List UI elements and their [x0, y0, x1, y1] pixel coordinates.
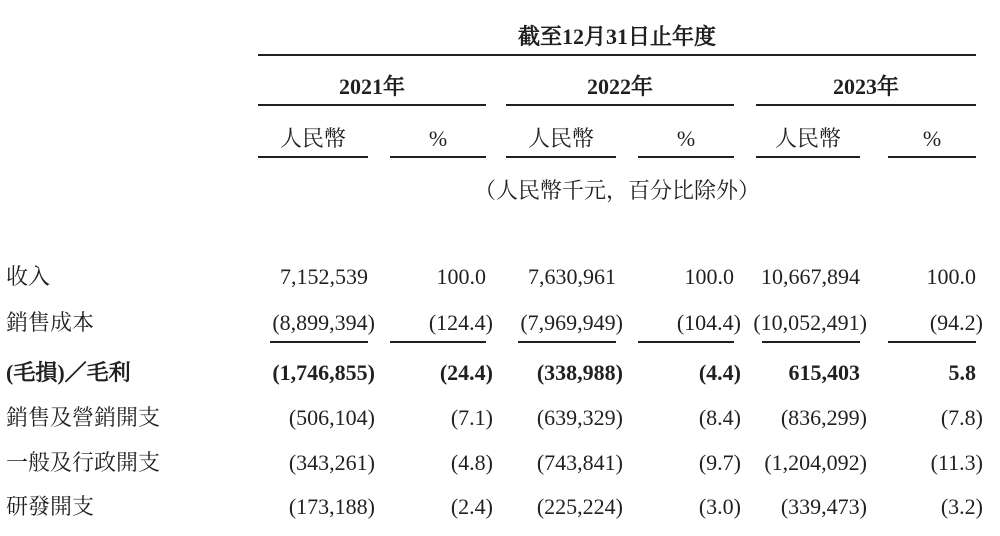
year-2022: 2022年: [586, 74, 653, 99]
cell-gross-2022-pct: (4.4): [698, 360, 741, 385]
currency-label-2022: 人民幣: [527, 126, 594, 151]
cell-revenue-2023-pct: 100.0: [926, 264, 976, 289]
row-label-selling-expenses: 銷售及營銷開支: [6, 405, 161, 430]
subtotal-rule-2021-amount: [270, 341, 368, 343]
row-label-gross-profit: (毛損)／毛利: [6, 360, 131, 385]
year-2021: 2021年: [338, 74, 405, 99]
cell-cost-2021-amount: (8,899,394): [272, 310, 375, 335]
row-label-admin-expenses: 一般及行政開支: [6, 450, 161, 475]
cell-admin-2021-amount: (343,261): [288, 450, 375, 475]
cell-admin-2023-amount: (1,204,092): [764, 450, 867, 475]
percent-label-2022: %: [676, 126, 696, 151]
currency-rule-2023: [756, 156, 860, 158]
cell-selling-2021-pct: (7.1): [450, 405, 493, 430]
cell-selling-2023-amount: (836,299): [780, 405, 867, 430]
year-2023-rule: [756, 104, 976, 106]
subtotal-rule-2022-pct: [638, 341, 734, 343]
cell-admin-2021-pct: (4.8): [450, 450, 493, 475]
percent-rule-2022: [638, 156, 734, 158]
subtotal-rule-2023-amount: [762, 341, 860, 343]
year-2023: 2023年: [832, 74, 899, 99]
percent-rule-2021: [390, 156, 486, 158]
cell-gross-2021-pct: (24.4): [439, 360, 493, 385]
cell-rd-2023-amount: (339,473): [780, 494, 867, 519]
year-2022-rule: [506, 104, 734, 106]
period-title: 截至12月31日止年度: [517, 24, 716, 49]
cell-revenue-2021-pct: 100.0: [436, 264, 486, 289]
cell-cost-2022-pct: (104.4): [676, 310, 741, 335]
cell-cost-2023-amount: (10,052,491): [753, 310, 867, 335]
cell-admin-2022-amount: (743,841): [536, 450, 623, 475]
cell-rd-2022-pct: (3.0): [698, 494, 741, 519]
percent-label-2021: %: [428, 126, 448, 151]
cell-cost-2023-pct: (94.2): [929, 310, 983, 335]
cell-rd-2021-amount: (173,188): [288, 494, 375, 519]
cell-selling-2021-amount: (506,104): [288, 405, 375, 430]
cell-admin-2022-pct: (9.7): [698, 450, 741, 475]
cell-gross-2023-amount: 615,403: [788, 360, 860, 385]
row-label-rd-expenses: 研發開支: [6, 494, 95, 519]
currency-rule-2022: [506, 156, 616, 158]
row-label-cost-of-sales: 銷售成本: [6, 310, 95, 335]
cell-cost-2022-amount: (7,969,949): [520, 310, 623, 335]
cell-revenue-2022-pct: 100.0: [684, 264, 734, 289]
subtotal-rule-2022-amount: [518, 341, 616, 343]
cell-selling-2022-pct: (8.4): [698, 405, 741, 430]
cell-revenue-2023-amount: 10,667,894: [761, 264, 860, 289]
currency-label-2021: 人民幣: [279, 126, 346, 151]
year-2021-rule: [258, 104, 486, 106]
cell-gross-2021-amount: (1,746,855): [272, 360, 375, 385]
cell-gross-2022-amount: (338,988): [536, 360, 623, 385]
cell-revenue-2022-amount: 7,630,961: [528, 264, 616, 289]
percent-label-2023: %: [922, 126, 942, 151]
currency-label-2023: 人民幣: [774, 126, 841, 151]
subtotal-rule-2023-pct: [888, 341, 976, 343]
subtotal-rule-2021-pct: [390, 341, 486, 343]
percent-rule-2023: [888, 156, 976, 158]
cell-selling-2023-pct: (7.8): [940, 405, 983, 430]
cell-admin-2023-pct: (11.3): [930, 450, 983, 475]
currency-rule-2021: [258, 156, 368, 158]
cell-revenue-2021-amount: 7,152,539: [280, 264, 368, 289]
cell-rd-2023-pct: (3.2): [940, 494, 983, 519]
period-rule: [258, 54, 976, 56]
cell-cost-2021-pct: (124.4): [428, 310, 493, 335]
cell-rd-2022-amount: (225,224): [536, 494, 623, 519]
cell-rd-2021-pct: (2.4): [450, 494, 493, 519]
row-label-revenue: 收入: [6, 264, 51, 289]
unit-note: （人民幣千元，百分比除外）: [473, 178, 760, 203]
cell-gross-2023-pct: 5.8: [948, 360, 976, 385]
cell-selling-2022-amount: (639,329): [536, 405, 623, 430]
